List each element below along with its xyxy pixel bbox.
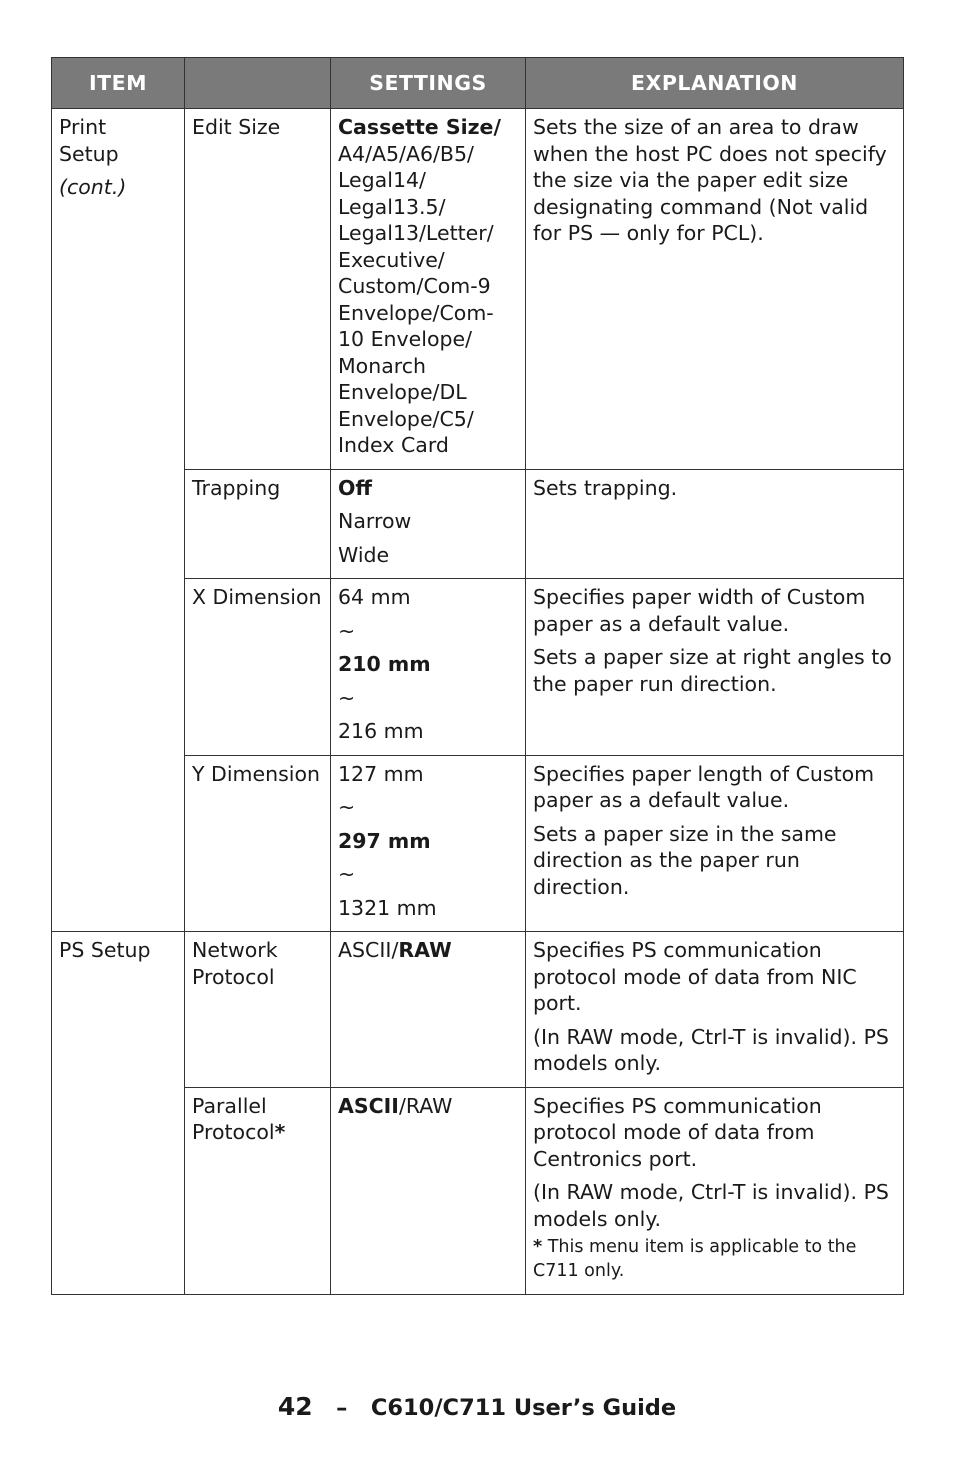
footnote-text: This menu item is applicable to the C711 only. [533, 1237, 857, 1281]
setting-min: 64 mm [338, 585, 411, 609]
guide-title: C610/C711 User’s Guide [370, 1395, 677, 1421]
setting-option: Legal14/ [338, 168, 426, 192]
settings-cell-edit-size [331, 109, 526, 470]
setting-option: Envelope/Com- [338, 300, 494, 325]
setting-name-parallel-protocol [185, 1087, 331, 1294]
setting-default: RAW [398, 938, 452, 962]
setting-option: Narrow [338, 509, 412, 533]
setting-option: /RAW [398, 1093, 453, 1118]
item-cell-print-setup [52, 109, 185, 932]
explanation-text: (In RAW mode, Ctrl-T is invalid). PS models only. [533, 1024, 889, 1075]
range-tilde: ~ [338, 618, 356, 643]
asterisk-mark: * [274, 1120, 286, 1144]
setting-min: 127 mm [338, 761, 424, 786]
setting-option: Legal13.5/ [338, 194, 446, 219]
explanation-text: Specifies PS communication protocol mode of data from NIC port. [533, 938, 857, 1015]
range-tilde: ~ [338, 862, 356, 886]
page-number: 42 [277, 1392, 313, 1421]
item-cell-ps-setup: PS Setup [52, 932, 185, 1295]
settings-cell-trapping [331, 469, 526, 579]
setting-option: Envelope/DL [338, 380, 467, 404]
setting-option: Custom/Com-9 [338, 274, 491, 298]
header-explanation: EXPLANATION [526, 58, 904, 109]
footnote [533, 1235, 897, 1283]
setting-option: A4/A5/A6/B5/ [338, 141, 474, 166]
setting-name-text: Parallel Protocol [192, 1093, 275, 1144]
setting-default: 297 mm [338, 828, 431, 853]
setting-default: ASCII [338, 1093, 399, 1118]
table-row [52, 932, 904, 1088]
settings-cell-y-dimension [331, 755, 526, 932]
table-row [52, 109, 904, 470]
explanation-edit-size: Sets the size of an area to draw when the host PC does not specify the size via the paper edit size designating command (Not valid for PS — only for PCL). [526, 109, 904, 470]
range-tilde: ~ [338, 685, 356, 710]
explanation-text: Specifies PS communication protocol mode of data from Centronics port. [533, 1093, 822, 1171]
setting-option: Executive/ [338, 247, 445, 272]
setting-option: Monarch [338, 353, 427, 378]
setting-default: Cassette Size/ [338, 115, 501, 139]
setting-option: Envelope/C5/ [338, 406, 474, 431]
explanation-text: Specifies paper width of Custom paper as a default value. [533, 585, 866, 636]
settings-cell-network-protocol [331, 932, 526, 1088]
explanation-parallel-protocol [526, 1087, 904, 1294]
setting-name-trapping: Trapping [185, 469, 331, 579]
setting-option: ASCII/ [338, 938, 399, 962]
footnote-mark: * [533, 1237, 543, 1257]
setting-name-y-dimension: Y Dimension [185, 755, 331, 932]
setting-option: 10 Envelope/ [338, 327, 473, 351]
explanation-text: (In RAW mode, Ctrl-T is invalid). PS models only. [533, 1180, 889, 1231]
table-header-row [52, 58, 904, 109]
setting-option: Legal13/Letter/ [338, 221, 494, 245]
setting-name-x-dimension: X Dimension [185, 579, 331, 756]
explanation-y-dimension [526, 755, 904, 932]
setting-max: 216 mm [338, 719, 424, 743]
explanation-text: Specifies paper length of Custom paper as a default value. [533, 761, 875, 812]
menu-settings-table [51, 57, 904, 1295]
settings-cell-x-dimension [331, 579, 526, 756]
setting-name-network-protocol: Network Protocol [185, 932, 331, 1088]
header-settings: SETTINGS [331, 58, 526, 109]
setting-name-edit-size: Edit Size [185, 109, 331, 470]
setting-default: Off [338, 475, 373, 500]
settings-cell-parallel-protocol [331, 1087, 526, 1294]
explanation-text: Sets a paper size in the same direction as the paper run direction. [533, 821, 837, 899]
header-sub [185, 58, 331, 109]
footer-separator: – [336, 1395, 348, 1421]
explanation-text: Sets a paper size at right angles to the paper run direction. [533, 645, 892, 696]
explanation-x-dimension [526, 579, 904, 756]
setting-max: 1321 mm [338, 895, 437, 920]
header-item: ITEM [52, 58, 185, 109]
range-tilde: ~ [338, 795, 356, 819]
item-cont-label: (cont.) [59, 175, 127, 199]
item-label: Print Setup [59, 115, 119, 166]
explanation-network-protocol [526, 932, 904, 1088]
explanation-trapping: Sets trapping. [526, 469, 904, 579]
setting-option: Index Card [338, 433, 449, 457]
setting-option: Wide [338, 542, 390, 567]
page-footer [0, 1392, 954, 1421]
setting-default: 210 mm [338, 652, 431, 676]
